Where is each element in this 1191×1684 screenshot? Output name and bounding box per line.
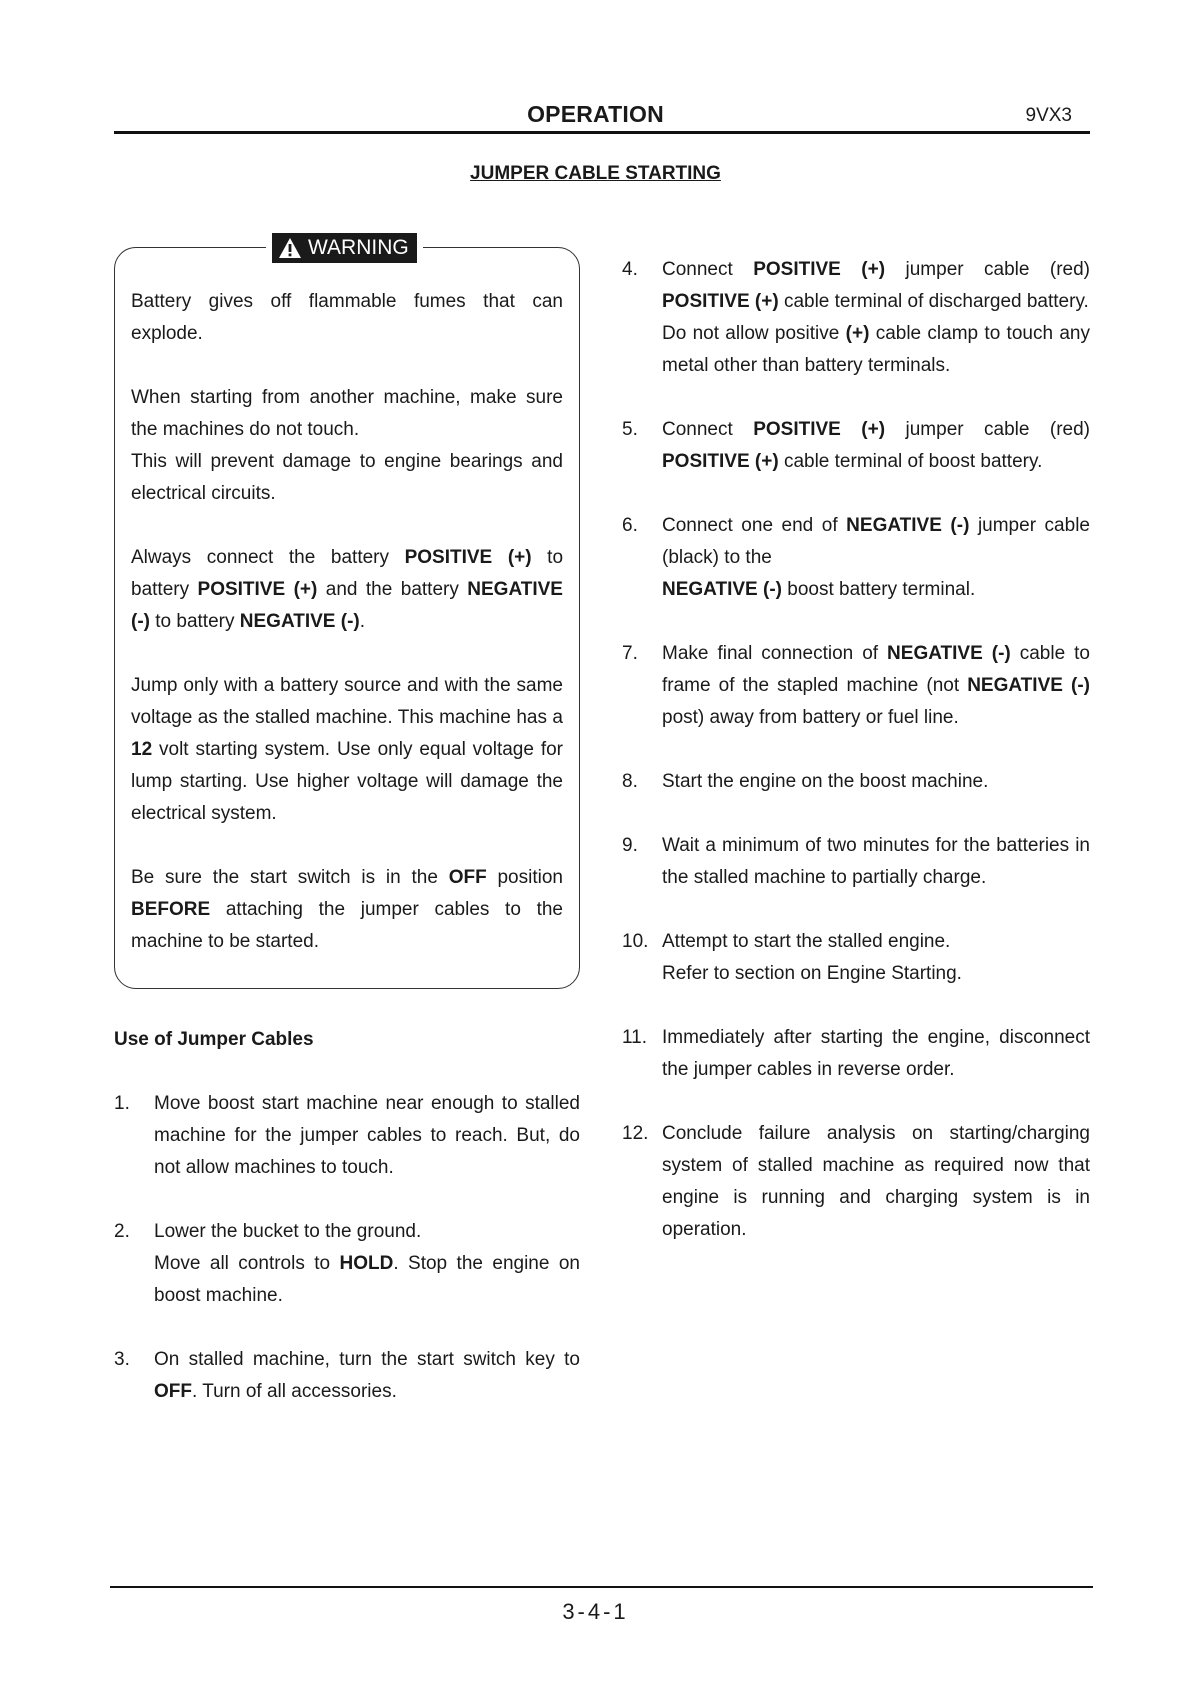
page-title: OPERATION: [527, 101, 664, 127]
list-item: [622, 510, 1090, 606]
step-text: On stalled machine, turn the start switch key to OFF. Turn of all accessories.: [154, 1349, 580, 1402]
document-code: 9VX3: [1025, 105, 1072, 126]
left-column: [114, 1024, 580, 1440]
step-text: Start the engine on the boost machine.: [662, 771, 989, 792]
step-text: Move boost start machine near enough to stalled machine for the jumper cables to reach. But, do not allow machines to touch.: [154, 1093, 580, 1178]
step-text: Immediately after starting the engine, disconnect the jumper cables in reverse order.: [662, 1027, 1090, 1080]
header-divider: [114, 131, 1090, 134]
right-column: [622, 254, 1090, 1278]
step-text: Refer to section on Engine Starting.: [662, 963, 962, 984]
step-number: 2.: [114, 1221, 130, 1242]
step-text: Attempt to start the stalled engine.: [662, 931, 951, 952]
step-text: Connect POSITIVE (+) jumper cable (red) POSITIVE (+) cable terminal of discharged battery.: [662, 259, 1091, 312]
list-item: [622, 638, 1090, 734]
warning-paragraph: Battery gives off flammable fumes that can explode.: [131, 291, 563, 344]
step-number: 1.: [114, 1093, 130, 1114]
subheading: Use of Jumper Cables: [114, 1029, 314, 1050]
step-text: Lower the bucket to the ground.: [154, 1221, 422, 1242]
list-item: [622, 926, 1090, 990]
steps-list: [622, 254, 1090, 1246]
step-number: 8.: [622, 771, 638, 792]
warning-content: [131, 286, 563, 990]
warning-paragraph: Always connect the battery POSITIVE (+) to battery POSITIVE (+) and the battery NEGATIVE (-) to battery NEGATIVE (-).: [131, 547, 564, 632]
list-item: [622, 830, 1090, 894]
footer-divider: [110, 1586, 1093, 1588]
list-item: [622, 254, 1090, 382]
section-title: JUMPER CABLE STARTING: [470, 163, 721, 184]
list-item: [114, 1216, 580, 1312]
list-item: [114, 1344, 580, 1408]
warning-label: WARNING: [308, 236, 409, 259]
step-number: 7.: [622, 643, 638, 664]
page-number: 3-4-1: [562, 1599, 629, 1624]
step-number: 6.: [622, 515, 638, 536]
steps-list: [114, 1088, 580, 1408]
step-text: Move all controls to HOLD. Stop the engine on boost machine.: [154, 1253, 580, 1306]
list-item: [622, 414, 1090, 478]
list-item: [114, 1088, 580, 1184]
step-number: 5.: [622, 419, 638, 440]
step-text: Connect POSITIVE (+) jumper cable (red) POSITIVE (+) cable terminal of boost battery.: [662, 419, 1091, 472]
warning-badge: [272, 233, 417, 263]
step-number: 9.: [622, 835, 638, 856]
warning-paragraph: This will prevent damage to engine bearings and electrical circuits.: [131, 451, 563, 504]
list-item: [622, 766, 1090, 798]
warning-triangle-icon: [278, 237, 302, 259]
warning-paragraph: Jump only with a battery source and with the same voltage as the stalled machine. This machine has a 12 volt starting system. Use only equal voltage for lump starting. Use higher voltage will damage the electrical system.: [131, 675, 563, 824]
step-number: 4.: [622, 259, 638, 280]
step-text: Make final connection of NEGATIVE (-) cable to frame of the stapled machine (not NEGATIVE (-) post) away from battery or fuel line.: [662, 643, 1091, 728]
step-number: 11.: [622, 1027, 648, 1048]
step-number: 12.: [622, 1123, 649, 1144]
list-item: [622, 1118, 1090, 1246]
warning-paragraph: Be sure the start switch is in the OFF position BEFORE attaching the jumper cables to the machine to be started.: [131, 867, 563, 952]
step-text: Connect one end of NEGATIVE (-) jumper cable (black) to the: [662, 515, 1090, 568]
warning-paragraph: When starting from another machine, make sure the machines do not touch.: [131, 387, 563, 440]
step-number: 10.: [622, 931, 649, 952]
list-item: [622, 1022, 1090, 1086]
step-text: NEGATIVE (-) boost battery terminal.: [662, 579, 976, 600]
step-text: Do not allow positive (+) cable clamp to touch any metal other than battery terminals.: [662, 323, 1090, 376]
step-number: 3.: [114, 1349, 130, 1370]
step-text: Conclude failure analysis on starting/charging system of stalled machine as required now that engine is running and charging system is in operation.: [662, 1123, 1090, 1240]
step-text: Wait a minimum of two minutes for the batteries in the stalled machine to partially charge.: [662, 835, 1090, 888]
